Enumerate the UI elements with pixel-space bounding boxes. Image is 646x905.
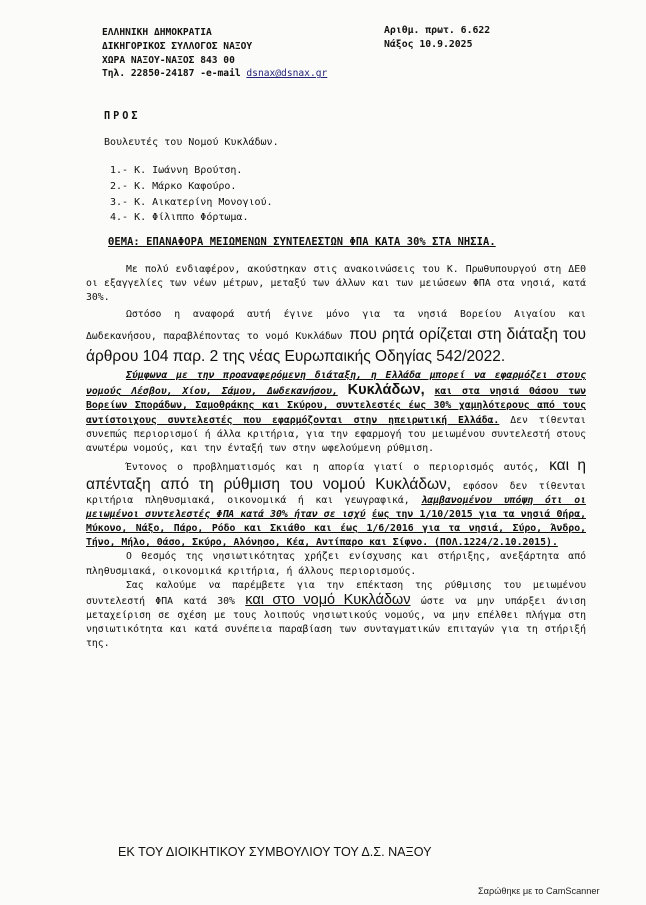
list-item: 4.- Κ. Φίλιππο Φόρτωμα. — [110, 212, 249, 224]
body-paragraph-5: Ο θεσμός της νησιωτικότητας χρήζει ενίσχυσης και στήριξης, ανεξάρτητα από πληθυσμιακά, οικονομικά κριτήρια, ή άλλους περιορισμούς. — [86, 551, 586, 577]
protocol-number: Αριθμ. πρωτ. 6.622 — [384, 25, 491, 36]
body-text: ώστε να μην υπάρξει άνιση μεταχείριση σε σχέση με τους λοιπούς νησιωτικούς νομούς, να μην επέλθει πλήγμα στη νησιωτικότητα και κατά συνέπεια παραβίαση των συνταγματικών επιταγών για τη στήριξή της. — [86, 595, 586, 649]
letterhead-email-link[interactable]: dsnax@dsnax.gr — [246, 68, 328, 80]
emphasis-large: Κυκλάδων, — [347, 382, 425, 399]
body-text: εφόσον δεν τίθενται κριτήρια πληθυσμιακά, οικονομικά ή και γεωγραφικά, — [86, 480, 586, 507]
body-paragraph-3 — [86, 369, 586, 456]
list-item: 1.- Κ. Ιωάννη Βρούτση. — [110, 165, 243, 176]
place-date: Νάξος 10.9.2025 — [384, 38, 473, 50]
emphasis-underlined: και στα νησιά Θάσου των Βορείων Σποράδων, Σαμοθράκης και Σκύρου, συντελεστές έως 30% χαμηλότερους από τους αντίστοιχους συντελεστές που εφαρμόζονται στην ηπειρωτική Ελλάδα. — [86, 386, 586, 426]
emphasis-large: και στο νομό Κυκλάδων — [245, 591, 411, 608]
letterhead — [102, 26, 327, 81]
body-text: Δεν τίθενται συνεπώς περιορισμοί ή άλλα κριτήρια, για την εφαρμογή του μειωμένου συντελεστή στους ανωτέρω νομούς, και την ένταξή των στην ωφελούμενη ρύθμιση. — [86, 414, 586, 454]
letterhead-line-address: ΧΩΡΑ ΝΑΞΟΥ-ΝΑΞΟΣ 843 00 — [102, 54, 235, 66]
letterhead-contact — [102, 67, 327, 81]
body-paragraph-6 — [86, 579, 586, 651]
emphasis-large: και η απένταξη από τη ρύθμιση του νομού Κυκλάδων, — [86, 456, 586, 493]
body-paragraph-2 — [86, 305, 586, 369]
letterhead-line-republic: ΕΛΛΗΝΙΚΗ ΔΗΜΟΚΡΑΤΙΑ — [102, 27, 212, 38]
signature-line: ΕΚ ΤΟΥ ΔΙΟΙΚΗΤΙΚΟΥ ΣΥΜΒΟΥΛΙΟΥ ΤΟΥ Δ.Σ. ΝΑΞΟΥ — [118, 845, 432, 859]
recipient-list — [110, 163, 273, 226]
body-text: Σας καλούμε να παρέμβετε για την επέκταση της ρύθμισης του μειωμένου συντελεστή ΦΠΑ κατά 30% — [86, 579, 586, 607]
emphasis-underlined: Σύμφωνα με την προαναφερόμενη διάταξη, η Ελλάδα μπορεί να εφαρμόζει στους νομούς Λέσβου, Χίου, Σάμου, Δωδεκανήσου, — [86, 370, 586, 398]
letterhead-phone: Τηλ. 22850-24187 -e-mail — [102, 68, 241, 80]
body-paragraph-4 — [86, 456, 586, 551]
body-text: Ωστόσο η αναφορά αυτή έγινε μόνο για τα νησιά Βορείου Αιγαίου και Δωδεκανήσου, παραβλέποντας το νομό Κυκλάδων — [86, 309, 586, 343]
emphasis-large: που ρητά ορίζεται στη διάταξη του άρθρου 104 παρ. 2 της νέας Ευρωπαικής Οδηγίας 542/2022. — [86, 326, 587, 366]
emphasis-underlined: λαμβανομένου υπόψη ότι οι μειωμένοι συντελεστές ΦΠΑ κατά 30% ήταν σε ισχύ — [86, 495, 586, 521]
subject-line: ΘΕΜΑ: ΕΠΑΝΑΦΟΡΑ ΜΕΙΩΜΕΝΩΝ ΣΥΝΤΕΛΕΣΤΩΝ ΦΠΑ ΚΑΤΑ 30% ΣΤΑ ΝΗΣΙΑ. — [108, 236, 496, 248]
body-paragraph-1: Με πολύ ενδιαφέρον, ακούστηκαν στις ανακοινώσεις του Κ. Πρωθυπουργού στη ΔΕΘ οι εξαγγελίες των νέων μέτρων, μεταξύ των άλλων και των μειώσεων ΦΠΑ στα νησιά, κατά 30%. — [86, 264, 586, 304]
list-item: 3.- Κ. Αικατερίνη Μονογιού. — [110, 196, 273, 208]
scanner-watermark: Σαρώθηκε με το CamScanner — [478, 886, 600, 896]
to-heading: ΠΡΟΣ — [104, 111, 141, 122]
addressee-line: Βουλευτές του Νομού Κυκλάδων. — [104, 137, 279, 148]
letter-body — [86, 263, 586, 651]
letterhead-line-association: ΔΙΚΗΓΟΡΙΚΟΣ ΣΥΛΛΟΓΟΣ ΝΑΞΟΥ — [102, 40, 253, 52]
protocol-block — [384, 24, 490, 52]
emphasis-underlined: έως την 1/10/2015 για τα νησιά Θήρα, Μύκονο, Νάξο, Πάρο, Ρόδο και Σκιάθο και έως 1/6/2016 για τα νησιά, Σύρο, Άνδρο, Τήνο, Μήλο, Θάσο, Σκύρο, Αλόνησο, Κέα, Αντίπαρο και Σίφνο. (ΠΟΛ.1224/2.10.2015). — [86, 509, 586, 549]
list-item: 2.- Κ. Μάρκο Καφούρο. — [110, 180, 237, 192]
body-text: Έντονος ο προβληματισμός και η απορία γιατί ο περιορισμός αυτός, — [126, 461, 540, 473]
